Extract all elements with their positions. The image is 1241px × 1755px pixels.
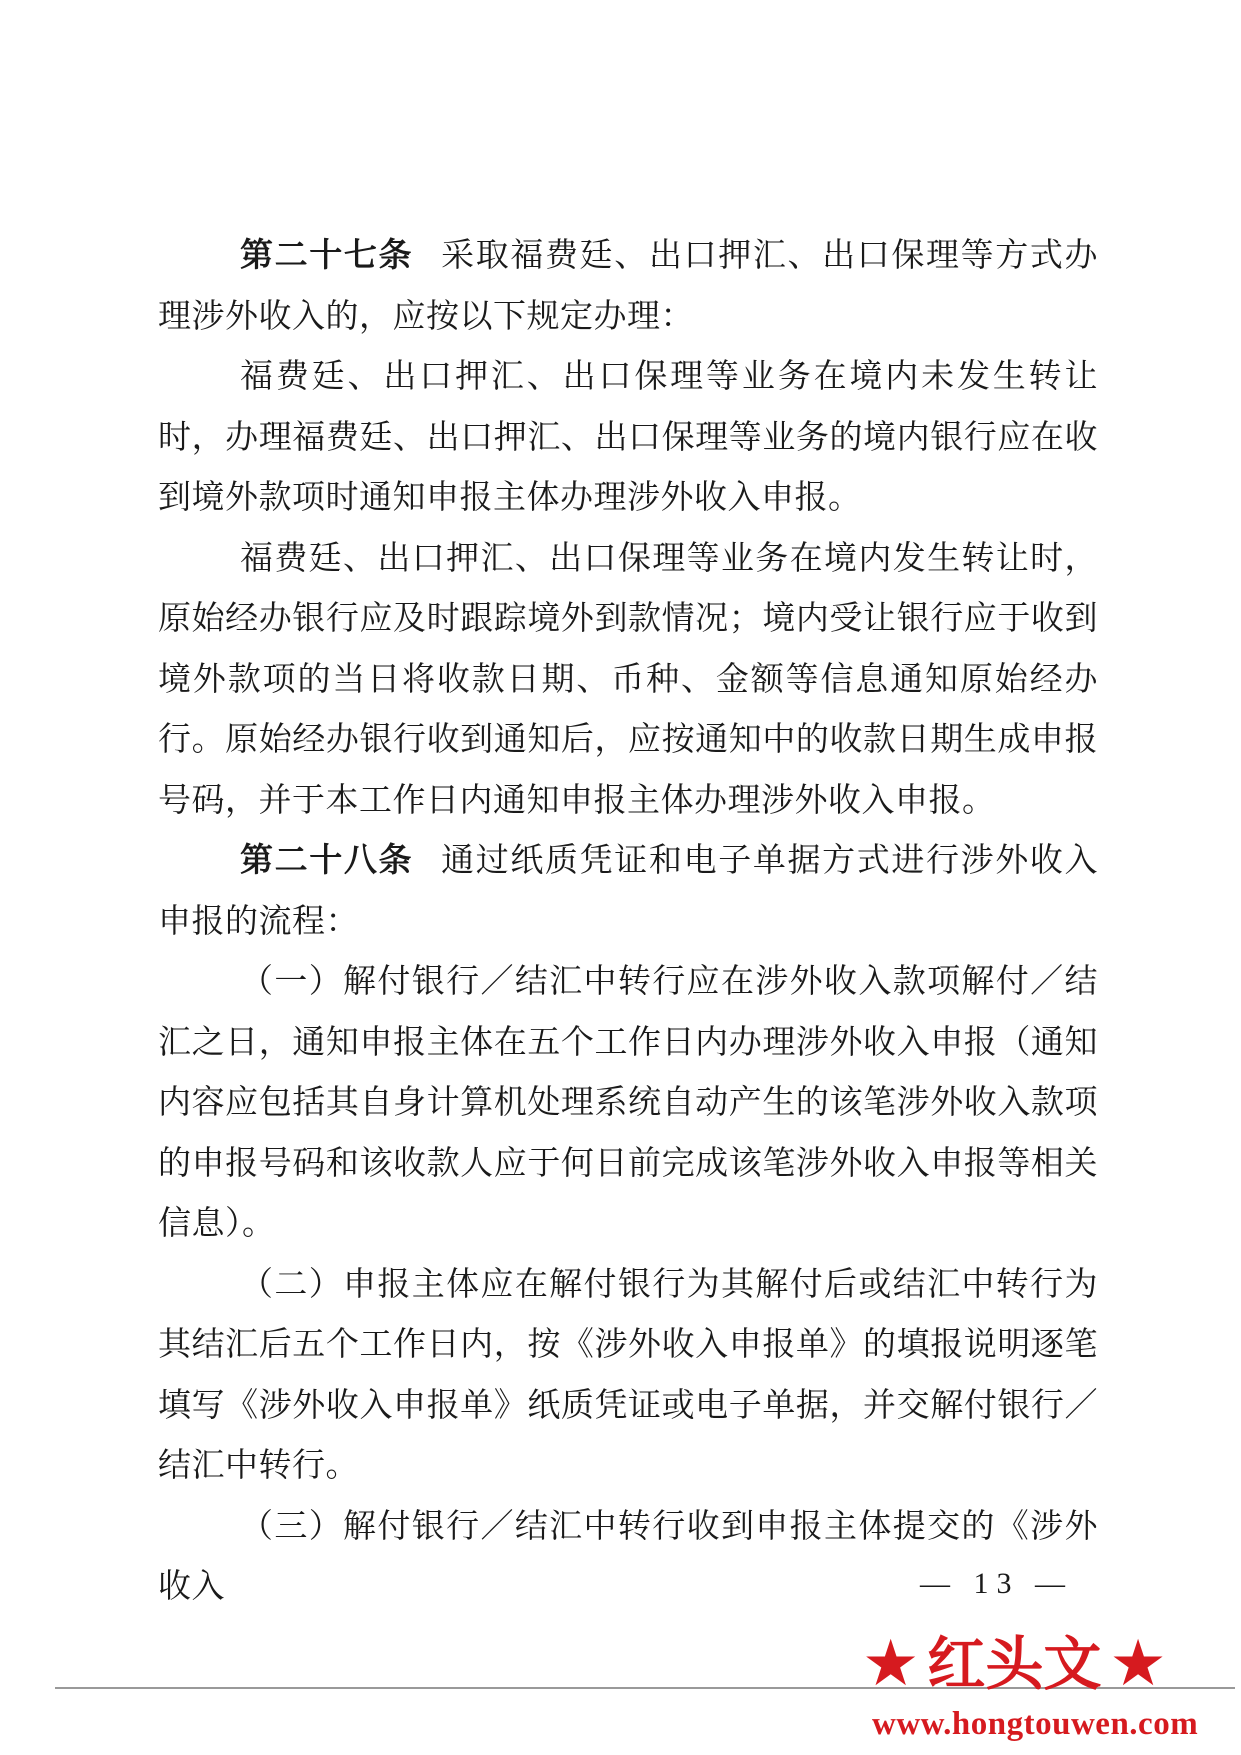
article-27-heading: 第二十七条 [240, 235, 414, 274]
paragraph-no-transfer: 福费廷、出口押汇、出口保理等业务在境内未发生转让时，办理福费廷、出口押汇、出口保理等业务的境内银行应在收到境外款项时通知申报主体办理涉外收入申报。 [158, 356, 1098, 516]
watermark-title-row [862, 1628, 1232, 1700]
watermark-title: 红头文 [927, 1630, 1102, 1698]
item-1-paragraph: （一）解付银行／结汇中转行应在涉外收入款项解付／结汇之日，通知申报主体在五个工作日内办理涉外收入申报（通知内容应包括其自身计算机处理系统自动产生的该笔涉外收入款项的申报号码和该收款人应于何日前完成该笔涉外收入申报等相关信息）。 [158, 961, 1098, 1242]
article-28-heading: 第二十八条 [240, 840, 414, 879]
page-number: — 13 — [920, 1567, 1073, 1600]
star-icon: ★ [1109, 1627, 1167, 1701]
item-2-paragraph: （二）申报主体应在解付银行为其解付后或结汇中转行为其结汇后五个工作日内，按《涉外收入申报单》的填报说明逐笔填写《涉外收入申报单》纸质凭证或电子单据，并交解付银行／结汇中转行。 [158, 1263, 1098, 1484]
watermark-url: www.hongtouwen.com [872, 1706, 1199, 1742]
document-body [158, 225, 1098, 1617]
paragraph-transfer: 福费廷、出口押汇、出口保理等业务在境内发生转让时，原始经办银行应及时跟踪境外到款情况；境内受让银行应于收到境外款项的当日将收款日期、币种、金额等信息通知原始经办行。原始经办银行收到通知后，应按通知中的收款日期生成申报号码，并于本工作日内通知申报主体办理涉外收入申报。 [158, 537, 1098, 819]
article-28-paragraph [158, 830, 1098, 951]
article-28-text: 通过纸质凭证和电子单据方式进行涉外收入申报的流程： [158, 840, 1099, 940]
article-27-text: 采取福费廷、出口押汇、出口保理等方式办理涉外收入的，应按以下规定办理： [158, 235, 1099, 335]
watermark [862, 1628, 1232, 1748]
article-27-paragraph [158, 225, 1098, 346]
star-icon: ★ [862, 1627, 920, 1701]
item-3-paragraph: （三）解付银行／结汇中转行收到申报主体提交的《涉外收入 [158, 1505, 1098, 1605]
